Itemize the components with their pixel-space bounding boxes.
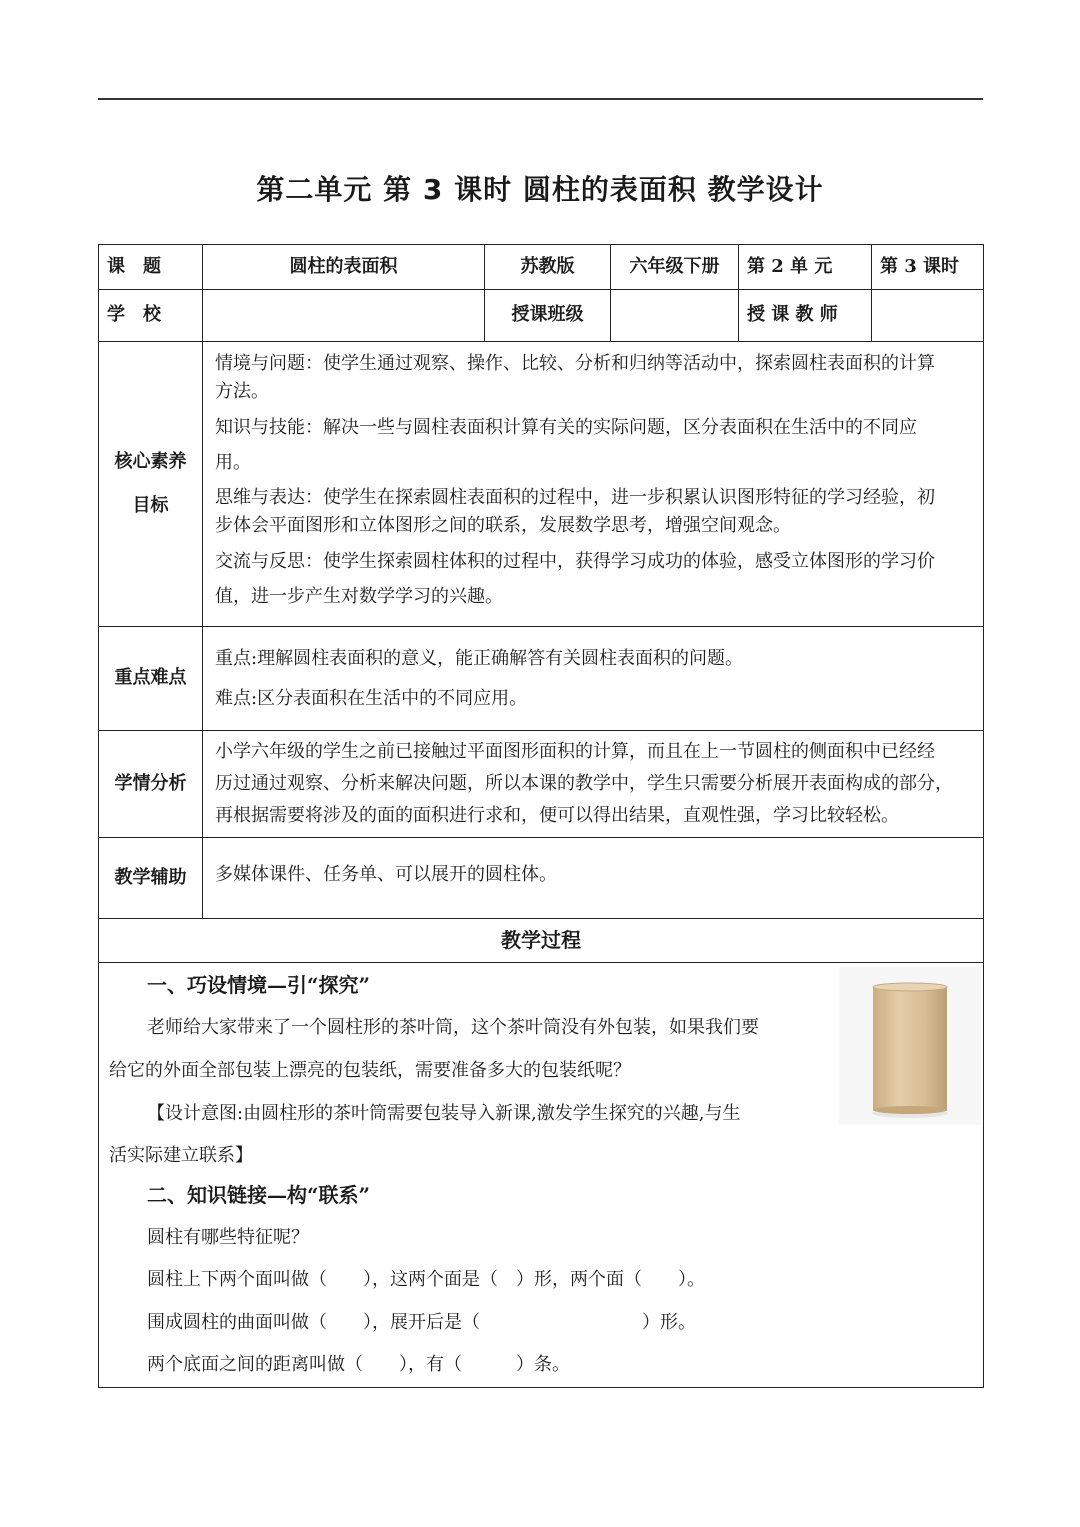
process-content	[99, 963, 984, 1388]
key-point: 重点:理解圆柱表面积的意义，能正确解答有关圆柱表面积的问题。	[215, 647, 744, 669]
tea-canister-icon	[839, 967, 981, 1125]
unit: 第 2 单 元	[739, 245, 872, 290]
analysis-line: 再根据需要将涉及的面的面积进行求和，便可以得出结果，直观性强，学习比较轻松。	[215, 805, 899, 826]
process-text: 老师给大家带来了一个圆柱形的茶叶筒，这个茶叶筒没有外包装，如果我们要	[147, 1017, 759, 1038]
lesson-plan-table	[98, 244, 984, 1388]
lesson-number: 第 3 课时	[872, 245, 984, 290]
analysis-line: 历过通过观察、分析来解决问题，所以本课的教学中，学生只需要分析展开表面构成的部分，	[215, 773, 953, 794]
goals-label-line2: 目标	[132, 495, 169, 516]
publisher: 苏教版	[485, 245, 611, 290]
process-text: 给它的外面全部包装上漂亮的包装纸，需要准备多大的包装纸呢？	[109, 1060, 631, 1081]
section-heading: 一、巧设情境—引“探究”	[147, 973, 371, 997]
analysis-label: 学情分析	[99, 731, 203, 838]
goal-line: 步体会平面图形和立体图形之间的联系，发展数学思考，增强空间观念。	[215, 515, 791, 536]
teacher-label: 授 课 教 师	[739, 290, 872, 342]
table-row	[99, 963, 984, 1388]
key-points-content	[203, 627, 984, 731]
table-row	[99, 919, 984, 963]
analysis-content	[203, 731, 984, 838]
teacher-value[interactable]	[872, 290, 984, 342]
goal-line: 值，进一步产生对数学学习的兴趣。	[215, 586, 503, 607]
topic-value: 圆柱的表面积	[203, 245, 485, 290]
goals-label-line1: 核心素养	[114, 451, 187, 472]
section-heading: 二、知识链接—构“联系”	[147, 1183, 371, 1207]
aids-value: 多媒体课件、任务单、可以展开的圆柱体。	[215, 864, 557, 885]
school-value[interactable]	[203, 290, 485, 342]
table-row	[99, 342, 984, 627]
table-row	[99, 290, 984, 342]
goals-content	[203, 342, 984, 627]
class-label: 授课班级	[485, 290, 611, 342]
fill-blank-question: 两个底面之间的距离叫做（ ），有（ ）条。	[147, 1354, 570, 1375]
fill-blank-question: 圆柱上下两个面叫做（ ），这两个面是（ ）形，两个面（ ）。	[147, 1269, 705, 1290]
analysis-line: 小学六年级的学生之前已接触过平面图形面积的计算，而且在上一节圆柱的侧面积中已经经	[215, 741, 935, 762]
table-row	[99, 245, 984, 290]
fill-blank-question: 围成圆柱的曲面叫做（ ），展开后是（ ）形。	[147, 1312, 696, 1333]
key-points-label: 重点难点	[99, 627, 203, 731]
goal-line: 交流与反思：使学生探索圆柱体积的过程中，获得学习成功的体验，感受立体图形的学习价	[215, 551, 935, 572]
page-title: 第二单元 第 3 课时 圆柱的表面积 教学设计	[256, 173, 824, 206]
goal-line: 方法。	[215, 381, 269, 402]
tea-canister-image	[839, 967, 981, 1125]
aids-label: 教学辅助	[99, 838, 203, 919]
top-divider	[98, 98, 983, 100]
process-header: 教学过程	[99, 919, 984, 963]
design-note: 活实际建立联系】	[109, 1145, 253, 1166]
goal-line: 用。	[215, 452, 251, 473]
aids-content	[203, 838, 984, 919]
goal-line: 知识与技能：解决一些与圆柱表面积计算有关的实际问题，区分表面积在生活中的不同应	[215, 417, 917, 438]
table-row	[99, 838, 984, 919]
table-row	[99, 731, 984, 838]
class-value[interactable]	[611, 290, 739, 342]
process-text: 圆柱有哪些特征呢？	[147, 1227, 309, 1248]
goal-line: 情境与问题：使学生通过观察、操作、比较、分析和归纳等活动中，探索圆柱表面积的计算	[215, 353, 935, 374]
design-note: 【设计意图:由圆柱形的茶叶筒需要包装导入新课,激发学生探究的兴趣,与生	[147, 1103, 741, 1124]
difficulty-point: 难点:区分表面积在生活中的不同应用。	[215, 687, 528, 709]
school-label: 学 校	[99, 290, 203, 342]
goal-line: 思维与表达：使学生在探索圆柱表面积的过程中，进一步积累认识图形特征的学习经验，初	[215, 487, 935, 508]
grade: 六年级下册	[611, 245, 739, 290]
topic-label: 课 题	[99, 245, 203, 290]
table-row	[99, 627, 984, 731]
goals-label	[99, 342, 203, 627]
